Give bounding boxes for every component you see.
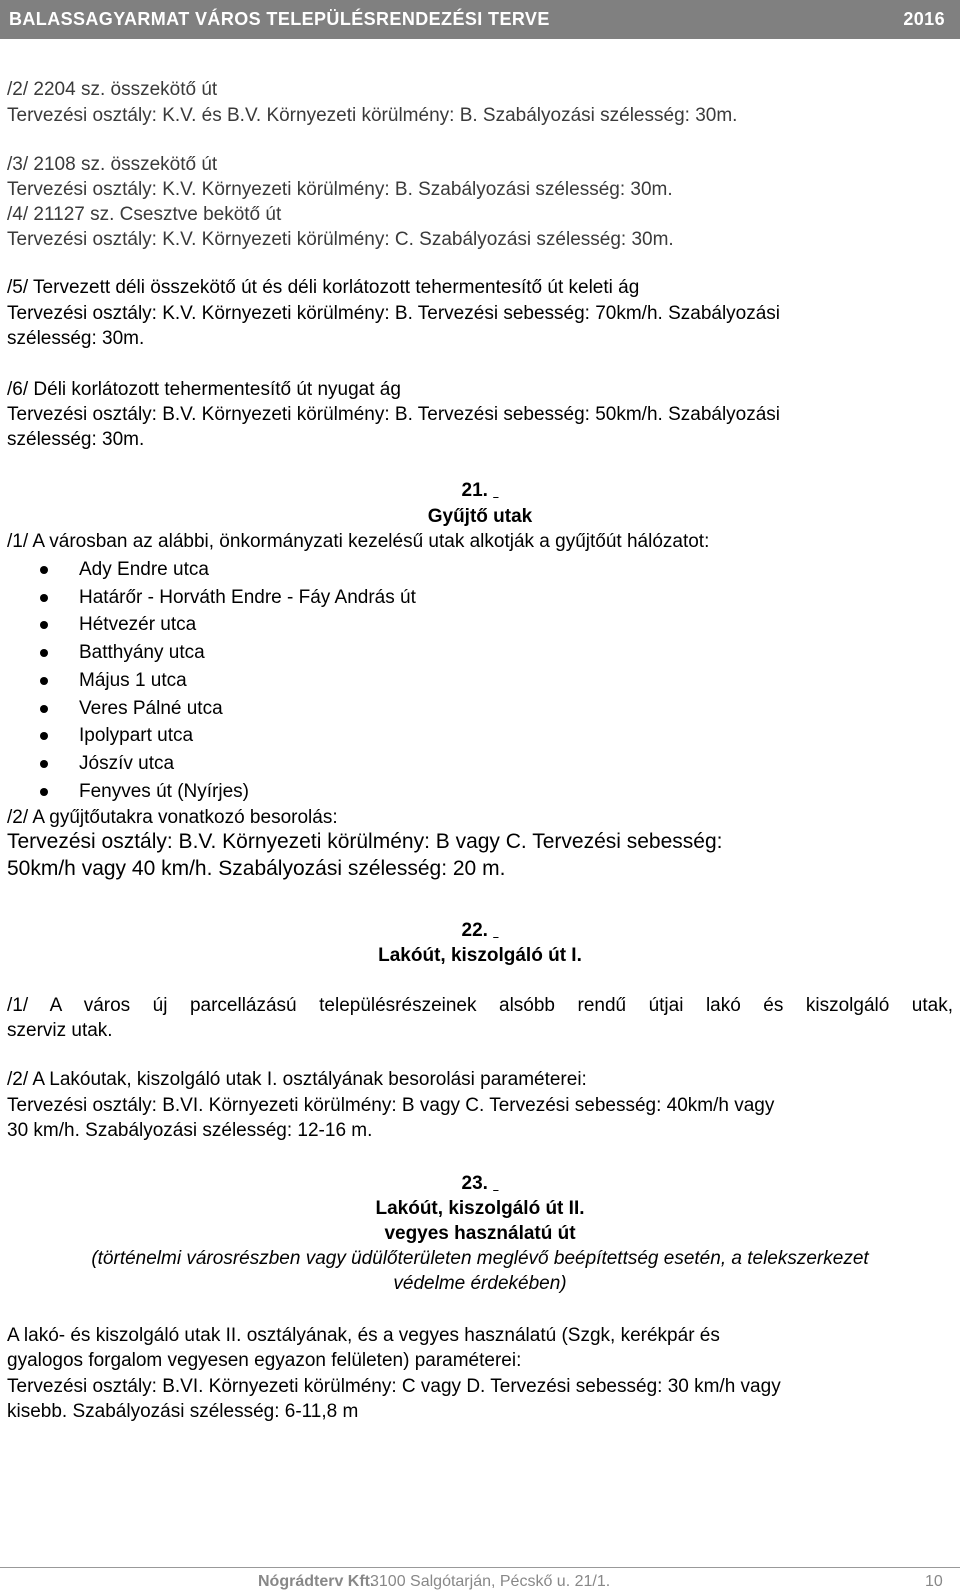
section-21-number-text: 21. [461,480,488,501]
section-22-p1-line2: szerviz utak. [7,1020,113,1041]
list-item: Veres Pálné utca [79,698,223,719]
section-23-note-line2: védelme érdekében) [393,1273,567,1294]
list-item: Ady Endre utca [79,559,209,580]
section-21-heading: Gyűjtő utak [427,506,533,527]
section-23-heading-2: vegyes használatú út [384,1223,576,1244]
document-title: BALASSAGYARMAT VÁROS TELEPÜLÉSRENDEZÉSI TERVE [9,9,550,29]
section-21-number [0,479,960,503]
section-22-p1-line1: /1/ A város új parcellázású településrészeinek alsóbb rendű útjai lakó és kiszolgáló utak, [7,995,953,1016]
road-2-desc: Tervezési osztály: K.V. és B.V. Környezeti körülmény: B. Szabályozási szélesség: 30m. [7,105,738,126]
bullet-icon [40,621,48,629]
bullet-icon [40,705,48,713]
page-footer [0,1567,960,1594]
section-21-p2-title: /2/ A gyűjtőutakra vonatkozó besorolás: [7,807,338,828]
road-6-desc-line1: Tervezési osztály: B.V. Környezeti körülmény: B. Tervezési sebesség: 50km/h. Szabályozási [7,404,781,425]
section-22-p2-line2: 30 km/h. Szabályozási szélesség: 12-16 m. [7,1120,373,1141]
document-year: 2016 [903,9,945,29]
list-item: Fenyves út (Nyírjes) [79,781,249,802]
section-22-heading: Lakóút, kiszolgáló út I. [378,945,582,966]
road-4-desc: Tervezési osztály: K.V. Környezeti körülmény: C. Szabályozási szélesség: 30m. [7,229,674,250]
section-23-number [0,1172,960,1196]
section-21-p2-line2: 50km/h vagy 40 km/h. Szabályozási szélesség: 20 m. [7,857,506,880]
bullet-icon [40,677,48,685]
section-23-note-line1: (történelmi városrészben vagy üdülőterületen meglévő beépítettség esetén, a telekszerkezet [91,1248,869,1269]
section-21-intro: /1/ A városban az alábbi, önkormányzati kezelésű utak alkotják a gyűjtőút hálózatot: [7,531,710,552]
bullet-icon [40,760,48,768]
section-23-p-line1: A lakó- és kiszolgáló utak II. osztályának, és a vegyes használatú (Szgk, kerékpár és [7,1325,720,1346]
road-4-title: /4/ 21127 sz. Csesztve bekötő út [7,204,282,225]
road-5-desc-line2: szélesség: 30m. [7,328,145,349]
bullet-icon [40,788,48,796]
section-23-p-line2: gyalogos forgalom vegyesen egyazon felületen) paraméterei: [7,1350,522,1371]
section-21-p2-line1: Tervezési osztály: B.V. Környezeti körülmény: B vagy C. Tervezési sebesség: [7,830,723,853]
section-23-p-line3: Tervezési osztály: B.VI. Környezeti körülmény: C vagy D. Tervezési sebesség: 30 km/h vagy [7,1376,781,1397]
page-number: 10 [925,1573,943,1590]
bullet-icon [40,649,48,657]
bullet-icon [40,594,48,602]
section-22-number [0,919,960,943]
footer-address: 3100 Salgótarján, Pécskő u. 21/1. [370,1573,611,1590]
road-5-desc-line1: Tervezési osztály: K.V. Környezeti körülmény: B. Tervezési sebesség: 70km/h. Szabályozási [7,303,781,324]
section-23-number-text: 23. [461,1173,488,1194]
road-6-title: /6/ Déli korlátozott tehermentesítő út nyugat ág [7,379,401,400]
section-22-number-text: 22. [461,920,488,941]
section-23-p-line4: kisebb. Szabályozási szélesség: 6-11,8 m [7,1401,359,1422]
road-5-title: /5/ Tervezett déli összekötő út és déli korlátozott tehermentesítő út keleti ág [7,277,640,298]
road-3-desc: Tervezési osztály: K.V. Környezeti körülmény: B. Szabályozási szélesség: 30m. [7,179,673,200]
section-22-p2-line1: Tervezési osztály: B.VI. Környezeti körülmény: B vagy C. Tervezési sebesség: 40km/h vagy [7,1095,775,1116]
list-item: Határőr - Horváth Endre - Fáy András út [79,587,416,608]
list-item: Ipolypart utca [79,725,194,746]
section-23-heading-1: Lakóút, kiszolgáló út II. [375,1198,585,1219]
footer-company: Nógrádterv Kft. [258,1573,375,1590]
section-22-p2-title: /2/ A Lakóutak, kiszolgáló utak I. osztályának besorolási paraméterei: [7,1069,587,1090]
list-item: Jószív utca [79,753,175,774]
bullet-icon [40,566,48,574]
list-item: Batthyány utca [79,642,205,663]
list-item: Május 1 utca [79,670,187,691]
bullet-icon [40,732,48,740]
road-6-desc-line2: szélesség: 30m. [7,429,145,450]
road-3-title: /3/ 2108 sz. összekötő út [7,154,218,175]
road-2-title: /2/ 2204 sz. összekötő út [7,79,218,100]
page-header [0,0,960,39]
list-item: Hétvezér utca [79,614,197,635]
